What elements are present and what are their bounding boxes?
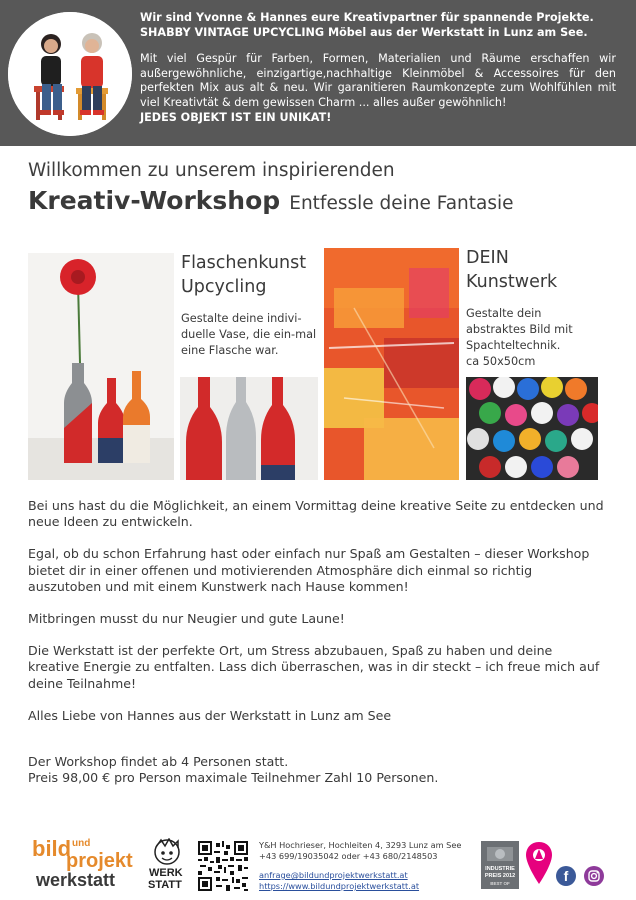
header-banner: [0, 0, 636, 146]
contact-links: [259, 870, 419, 892]
logo-projekt: projekt: [66, 850, 133, 872]
qr-code[interactable]: [198, 841, 248, 891]
header-tagline: JEDES OBJEKT IST EIN UNIKAT!: [140, 110, 332, 124]
location-pin-icon: [525, 840, 553, 886]
body-paragraph: Die Werkstatt ist der perfekte Ort, um Stress abzubauen, Spaß zu haben und deine kreative Energie zu entfalten. Lass dich überraschen, was in dir steckt – ich freue mich auf deine Teilnahme!: [28, 643, 600, 691]
photo-abstract-painting: [324, 248, 459, 480]
workshop-title-line: Kunstwerk: [466, 272, 558, 292]
address-line: Y&H Hochrieser, Hochleiten 4, 3293 Lunz am See: [259, 840, 462, 850]
award-sub: BEST OF: [490, 881, 510, 886]
workshop-desc-flaschenkunst: Gestalte deine indivi-duelle Vase, die ein-mal eine Flasche war.: [181, 312, 317, 357]
page-title: [28, 186, 514, 215]
facebook-icon[interactable]: f: [556, 866, 576, 886]
price-line: Preis 98,00 € pro Person maximale Teilnehmer Zahl 10 Personen.: [28, 770, 439, 786]
workshop-desc-line: ca 50x50cm: [466, 355, 536, 368]
headline-main: Kreativ-Workshop: [28, 186, 281, 215]
workshop-desc-line: Gestalte dein: [466, 307, 542, 320]
body-text: [28, 498, 606, 786]
logo-bild: bild: [32, 836, 72, 861]
workshop-desc-line: abstraktes Bild mit: [466, 323, 573, 336]
logo-werkstatt: werkstatt: [36, 870, 116, 890]
industriepreis-badge: [481, 841, 519, 889]
header-line-1: Wir sind Yvonne & Hannes eure Kreativpartner für spannende Projekte.: [140, 11, 594, 24]
welcome-text: Willkommen zu unserem inspirierenden: [28, 160, 395, 181]
workshop-desc-kunstwerk: [466, 306, 606, 370]
header-text: [140, 11, 616, 125]
contact-address: [259, 840, 461, 862]
workshop-desc-line: Spachteltechnik.: [466, 339, 561, 352]
workshop-title-line: DEIN: [466, 248, 509, 268]
workshop-title-flaschenkunst: [181, 251, 306, 299]
werkstatt-logo: [147, 838, 187, 892]
body-paragraph: Bei uns hast du die Möglichkeit, an einem Vormittag deine kreative Seite zu entdecken und neue Ideen zu entwickeln.: [28, 498, 604, 530]
headline-sub: Entfessle deine Fantasie: [289, 193, 514, 214]
instagram-icon[interactable]: [584, 866, 604, 886]
workshop-title-line: Flaschenkunst: [181, 253, 307, 273]
award-text: INDUSTRIE PREIS 2012: [484, 866, 516, 879]
header-paragraph: Mit viel Gespür für Farben, Formen, Materialien und Räume erschaffen wir außergewöhnliche, einzigartige,nachhaltige Kleinmöbel & Accessoires für den perfekten Mix aus alt & neu. Wir garanitieren Raumkonzepte zum Wohlfühlen mit viel Kreativtät & dem gewissen Charm ... alles außer gewöhnlich!: [140, 52, 616, 109]
workshop-title-kunstwerk: [466, 246, 557, 294]
photo-bottle-vases: [28, 253, 174, 480]
logo-werk: WERK: [149, 867, 183, 879]
header-line-2: SHABBY VINTAGE UPCYCLING Möbel aus der Werkstatt in Lunz am See.: [140, 25, 588, 39]
bild-und-projekt-logo: [32, 836, 142, 892]
website-link[interactable]: https://www.bildundprojektwerkstatt.at: [259, 881, 420, 891]
workshop-info-line: Der Workshop findet ab 4 Personen statt.: [28, 754, 289, 770]
logo-und: und: [72, 838, 91, 849]
workshop-title-line: Upcycling: [181, 277, 267, 297]
photo-bottles-closeup: [180, 377, 318, 480]
email-link[interactable]: anfrage@bildundprojektwerkstatt.at: [259, 870, 408, 880]
body-paragraph: Alles Liebe von Hannes aus der Werkstatt in Lunz am See: [28, 707, 392, 723]
logo-statt: STATT: [148, 879, 182, 891]
body-paragraph: Mitbringen musst du nur Neugier und gute Laune!: [28, 611, 345, 627]
founders-photo: [8, 12, 132, 136]
photo-paint-bottles: [466, 377, 598, 480]
phone-line: +43 699/19035042 oder +43 680/2148503: [259, 851, 438, 861]
body-paragraph: Egal, ob du schon Erfahrung hast oder einfach nur Spaß am Gestalten – dieser Workshop bietet dir in einer offenen und motivierenden Atmosphäre dich einmal so richtig auszutoben und mit einem Kunstwerk nach Hause kommen!: [28, 546, 590, 594]
